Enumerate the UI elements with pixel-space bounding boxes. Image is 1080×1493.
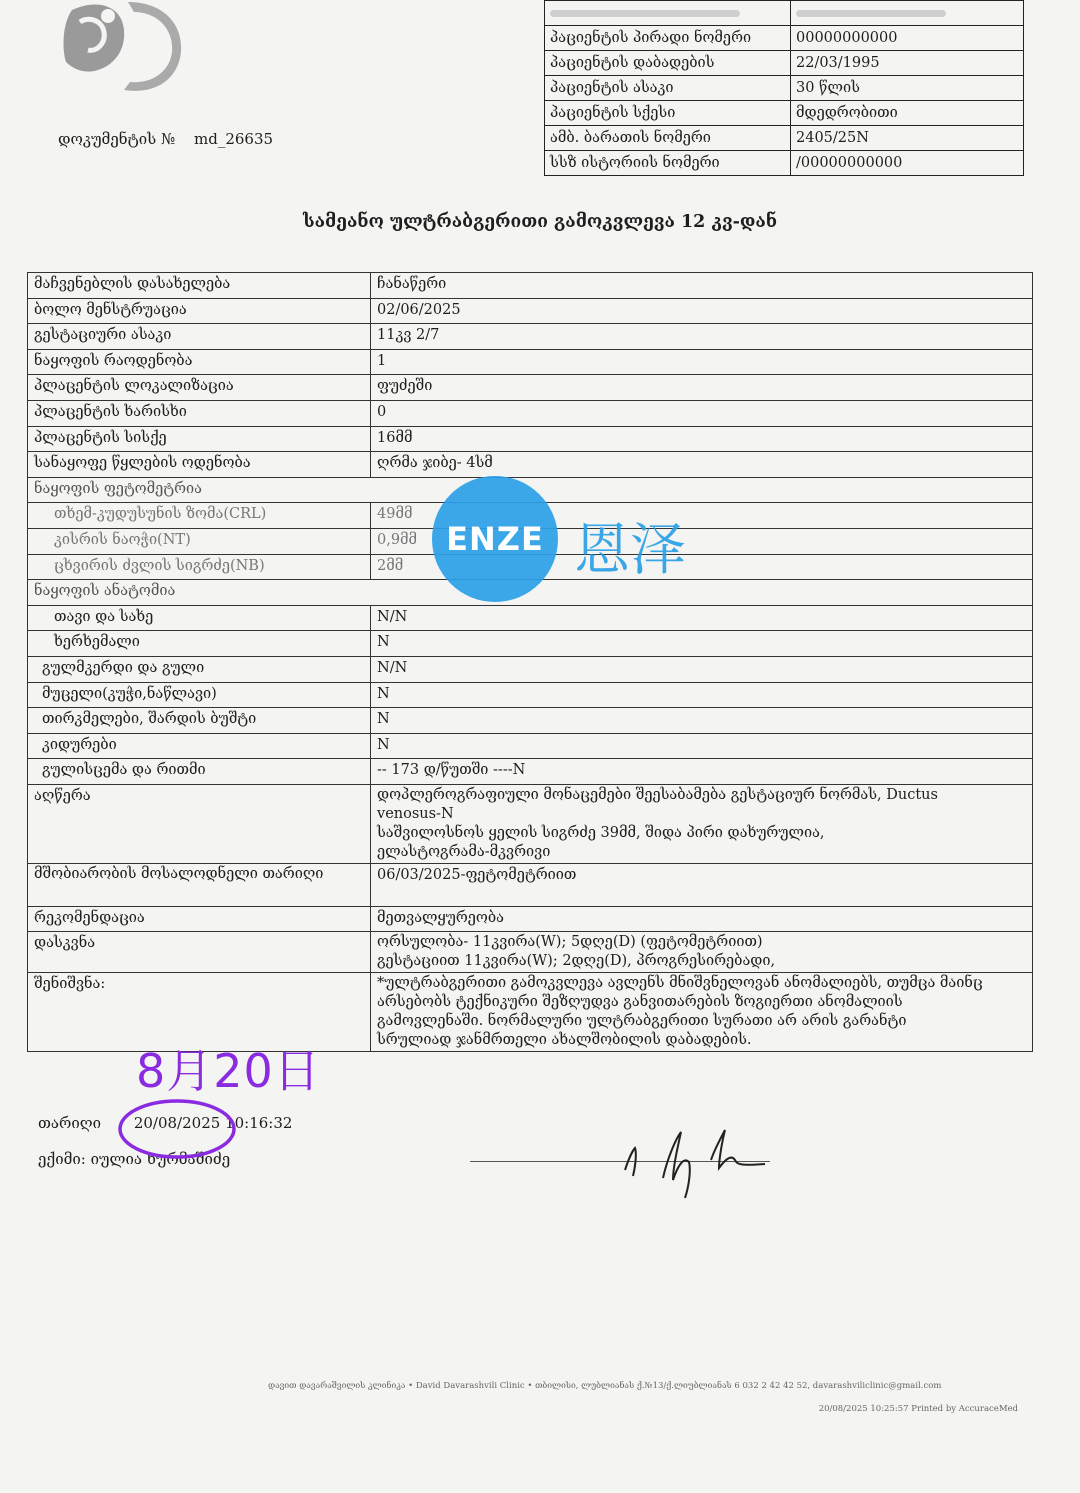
note-line: გამოვლენაში. ნორმალური ულტრაბგერითი სურათი არ არის გარანტი: [377, 1013, 907, 1030]
patient-row: [545, 76, 1024, 101]
row-value: ფუძეში: [371, 375, 1033, 401]
table-row: [28, 759, 1033, 785]
description-line: ელასტოგრამა-მკვრივი: [377, 843, 551, 860]
row-value: ჩანაწერი: [371, 273, 1033, 299]
row-value: 1: [371, 349, 1033, 375]
row-label: კიდურები: [28, 733, 371, 759]
document-number: [58, 130, 273, 148]
section-fetometry: ნაყოფის ფეტომეტრია: [28, 477, 1033, 503]
patient-value: 22/03/1995: [791, 51, 1024, 76]
row-label: პლაცენტის სისქე: [28, 426, 371, 452]
section-anatomy: ნაყოფის ანატომია: [28, 580, 1033, 606]
results-table: [27, 272, 1033, 1052]
row-label: ბოლო მენსტრუაცია: [28, 298, 371, 324]
table-row: [28, 298, 1033, 324]
row-label: სანაყოფე წყლების ოდენობა: [28, 452, 371, 478]
row-label: მშობიარობის მოსალოდნელი თარიღი: [28, 863, 371, 906]
row-label: ნაყოფის რაოდენობა: [28, 349, 371, 375]
table-row: [28, 400, 1033, 426]
row-label: თირკმელები, შარდის ბუშტი: [28, 708, 371, 734]
row-value: -- 173 დ/წუთში ----N: [371, 759, 1033, 785]
conclusion-value: [371, 932, 1033, 973]
clinic-logo: [58, 0, 190, 96]
note-value: [371, 973, 1033, 1052]
description-line: venosus-N: [377, 805, 454, 822]
patient-label: ამბ. ბარათის ნომერი: [545, 126, 791, 151]
row-label: მაჩვენებლის დასახელება: [28, 273, 371, 299]
patient-label: პაციენტის ასაკი: [545, 76, 791, 101]
row-label: ხერხემალი: [28, 631, 371, 657]
circle-annotation-icon: [116, 1096, 238, 1162]
table-row: [28, 273, 1033, 299]
enze-watermark: [432, 476, 732, 606]
row-value: N: [371, 631, 1033, 657]
row-value: 0: [371, 400, 1033, 426]
table-row: [28, 906, 1033, 932]
description-value: [371, 784, 1033, 863]
row-label: გულისცემა და რითმი: [28, 759, 371, 785]
row-label: თხემ-კუდუსუნის ზომა(CRL): [28, 503, 371, 529]
row-label: გულმკერდი და გული: [28, 656, 371, 682]
patient-value: 00000000000: [791, 26, 1024, 51]
note-line: სრულიად ჯანმრთელი ახალშობილის დაბადების.: [377, 1032, 752, 1049]
row-value: 06/03/2025-ფეტომეტრიით: [371, 863, 1033, 906]
row-label: კისრის ნაოჭი(NT): [28, 528, 371, 554]
document-number-label: დოკუმენტის №: [58, 130, 176, 148]
description-line: დოპლეროგრაფიული მონაცემები შეესაბამება გესტაციურ ნორმას, Ductus: [377, 786, 938, 803]
row-value: N: [371, 682, 1033, 708]
table-row: [28, 324, 1033, 350]
row-label: შენიშვნა:: [28, 973, 371, 1052]
table-row: [28, 708, 1033, 734]
patient-label: პაციენტის სქესი: [545, 101, 791, 126]
row-value: მეთვალყურეობა: [371, 906, 1033, 932]
table-row: [28, 656, 1033, 682]
patient-label: სსზ ისტორიის ნომერი: [545, 151, 791, 176]
watermark-latin: ENZE: [446, 520, 544, 558]
patient-value: მდედრობითი: [791, 101, 1024, 126]
patient-value: 2405/25N: [791, 126, 1024, 151]
patient-row: [545, 126, 1024, 151]
row-value: N/N: [371, 605, 1033, 631]
patient-info-table: [544, 0, 1024, 176]
table-row: [28, 932, 1033, 973]
table-row: [28, 631, 1033, 657]
row-value: ღრმა ჯიბე- 4სმ: [371, 452, 1033, 478]
table-row: [28, 682, 1033, 708]
row-value: 0,9მმ: [371, 528, 1033, 554]
note-line: არსებობს ტექნიკური შეზღუდვა განვითარების ზოგიერთი ანომალიის: [377, 994, 903, 1011]
table-row: [28, 375, 1033, 401]
row-value: 16მმ: [371, 426, 1033, 452]
document-number-value: md_26635: [194, 130, 274, 148]
row-value: 02/06/2025: [371, 298, 1033, 324]
doctor-name: ექიმი: იულია ხურმაშიძე: [38, 1150, 231, 1168]
report-date-label: თარიღი: [38, 1114, 102, 1132]
row-label: დასკვნა: [28, 932, 371, 973]
row-value: 2მმ: [371, 554, 1033, 580]
row-value: 49მმ: [371, 503, 1033, 529]
patient-label: პაციენტის დაბადების: [545, 51, 791, 76]
redacted-value: [796, 10, 946, 17]
report-date-value: 20/08/2025 10:16:32: [133, 1114, 293, 1132]
patient-row-redacted: [545, 1, 1024, 26]
redacted-label: [550, 10, 740, 17]
table-row: [28, 426, 1033, 452]
row-label: ცხვირის ძვლის სიგრძე(NB): [28, 554, 371, 580]
row-value: N: [371, 708, 1033, 734]
row-label: თავი და სახე: [28, 605, 371, 631]
handwritten-date-annotation: 8月20日: [136, 1044, 321, 1098]
row-value: N: [371, 733, 1033, 759]
printed-info: 20/08/2025 10:25:57 Printed by AccuraceMed: [818, 1404, 1018, 1414]
row-label: გესტაციური ასაკი: [28, 324, 371, 350]
patient-value: 30 წლის: [791, 76, 1024, 101]
row-label: პლაცენტის ლოკალიზაცია: [28, 375, 371, 401]
signature-icon: [615, 1120, 785, 1200]
conclusion-line: გესტაციით 11კვირა(W); 2დღე(D), პროგრესირებადი,: [377, 953, 776, 970]
row-value: 11კვ 2/7: [371, 324, 1033, 350]
table-row: [28, 784, 1033, 863]
table-row: [28, 733, 1033, 759]
note-line: *ულტრაბგერითი გამოკვლევა ავლენს მნიშვნელოვან ანომალიებს, თუმცა მაინც: [377, 975, 983, 992]
table-row: [28, 349, 1033, 375]
patient-label: პაციენტის პირადი ნომერი: [545, 26, 791, 51]
table-row: [28, 863, 1033, 906]
patient-row: [545, 51, 1024, 76]
row-label: აღწერა: [28, 784, 371, 863]
row-label: პლაცენტის ხარისხი: [28, 400, 371, 426]
document-title: სამეანო ულტრაბგერითი გამოკვლევა 12 კვ-დან: [302, 212, 778, 232]
patient-row: [545, 151, 1024, 176]
row-value: N/N: [371, 656, 1033, 682]
row-label: რეკომენდაცია: [28, 906, 371, 932]
description-line: საშვილოსნოს ყელის სიგრძე 39მმ, შიდა პირი დახურულია,: [377, 824, 825, 841]
watermark-chinese: 恩泽: [574, 518, 686, 583]
patient-row: [545, 101, 1024, 126]
table-row: [28, 452, 1033, 478]
patient-value: /00000000000: [791, 151, 1024, 176]
table-row: [28, 605, 1033, 631]
conclusion-line: ორსულობა- 11კვირა(W); 5დღე(D) (ფეტომეტრიით): [377, 934, 763, 951]
patient-row: [545, 26, 1024, 51]
clinic-address: დავით დავარაშვილის კლინიკა • David Davarashvili Clinic • თბილისი, ლუბლიანას ქ.№13/ქ.ლიუბლიანას 6 032 2 42 42 52, davarashviliclinic@gmail.com: [268, 1381, 942, 1391]
row-label: მუცელი(კუჭი,ნაწლავი): [28, 682, 371, 708]
